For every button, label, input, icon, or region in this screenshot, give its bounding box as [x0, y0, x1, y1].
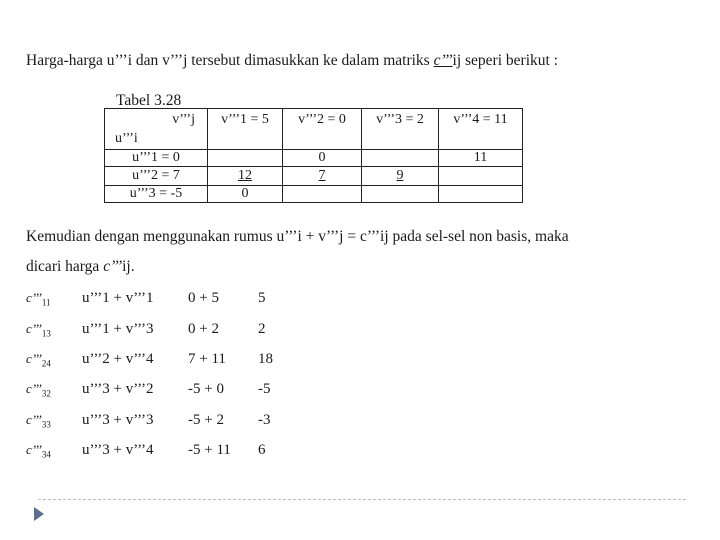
intro-symbol: c’’’ — [433, 52, 453, 69]
table-row — [105, 150, 523, 167]
formula-paragraph: Kemudian dengan menggunakan rumus u’’’i + v’’’j = c’’’ij pada sel-sel non basis, maka — [26, 228, 569, 245]
calc-numbers: -5 + 11 — [188, 442, 231, 458]
calc-expression: u’’’3 + v’’’4 — [82, 442, 154, 458]
calc-cell: $c’’’_{33}$ — [26, 412, 51, 430]
table-cell — [439, 186, 523, 203]
table-cell — [283, 186, 362, 203]
table-cell: 7 — [283, 167, 362, 186]
corner-header — [105, 109, 208, 150]
column-header: v’’’4 = 11 — [439, 109, 523, 150]
cost-matrix-table — [104, 108, 523, 203]
calc-result: -5 — [258, 381, 271, 397]
calc-result: 18 — [258, 351, 273, 367]
calc-result: 2 — [258, 321, 266, 337]
table-cell: 0 — [208, 186, 283, 203]
intro-text: Harga-harga u’’’i dan v’’’j tersebut dimasukkan ke dalam matriks — [26, 52, 434, 69]
calc-numbers: -5 + 0 — [188, 381, 224, 397]
calc-result: -3 — [258, 412, 271, 428]
calc-numbers: 0 + 2 — [188, 321, 219, 337]
calc-cell: $c’’’_{34}$ — [26, 442, 51, 460]
table-cell: 12 — [208, 167, 283, 186]
para-text: dicari harga — [26, 258, 104, 275]
column-header: v’’’1 = 5 — [208, 109, 283, 150]
row-label: u’’’2 = 7 — [105, 167, 208, 186]
footer-divider — [38, 499, 686, 500]
para-text-end: ij. — [122, 258, 135, 275]
table-cell — [208, 150, 283, 167]
column-header: v’’’2 = 0 — [283, 109, 362, 150]
calc-numbers: 0 + 5 — [188, 290, 219, 306]
formula-paragraph-cont — [26, 258, 135, 276]
calc-expression: u’’’2 + v’’’4 — [82, 351, 154, 367]
table-row — [105, 186, 523, 203]
calc-numbers: -5 + 2 — [188, 412, 224, 428]
calc-expression: u’’’1 + v’’’1 — [82, 290, 154, 306]
table-cell — [362, 186, 439, 203]
table-cell: 11 — [439, 150, 523, 167]
calc-expression: u’’’3 + v’’’2 — [82, 381, 154, 397]
calc-result: 5 — [258, 290, 266, 306]
intro-sentence — [26, 52, 558, 70]
calc-expression: u’’’1 + v’’’3 — [82, 321, 154, 337]
table-row — [105, 167, 523, 186]
calc-numbers: 7 + 11 — [188, 351, 226, 367]
calc-cell: $c’’’_{32}$ — [26, 381, 51, 399]
column-header: v’’’3 = 2 — [362, 109, 439, 150]
calc-cell: $c’’’_{24}$ — [26, 351, 51, 369]
table-cell: 0 — [283, 150, 362, 167]
corner-header-top: v’’’j — [172, 112, 195, 127]
table-cell — [439, 167, 523, 186]
calc-cell: $c’’’_{11}$ — [26, 290, 51, 308]
table-caption: Tabel 3.28 — [116, 92, 182, 109]
calc-cell: $c’’’_{13}$ — [26, 321, 51, 339]
table-cell: 9 — [362, 167, 439, 186]
intro-text-end: ij seperi berikut : — [452, 52, 558, 69]
calc-result: 6 — [258, 442, 266, 458]
row-label: u’’’1 = 0 — [105, 150, 208, 167]
table-header-row — [105, 109, 523, 150]
corner-header-bottom: u’’’i — [115, 131, 138, 146]
triangle-bullet-icon — [34, 507, 44, 521]
para-symbol: c’’’ — [103, 258, 123, 275]
calc-expression: u’’’3 + v’’’3 — [82, 412, 154, 428]
row-label: u’’’3 = -5 — [105, 186, 208, 203]
table-cell — [362, 150, 439, 167]
